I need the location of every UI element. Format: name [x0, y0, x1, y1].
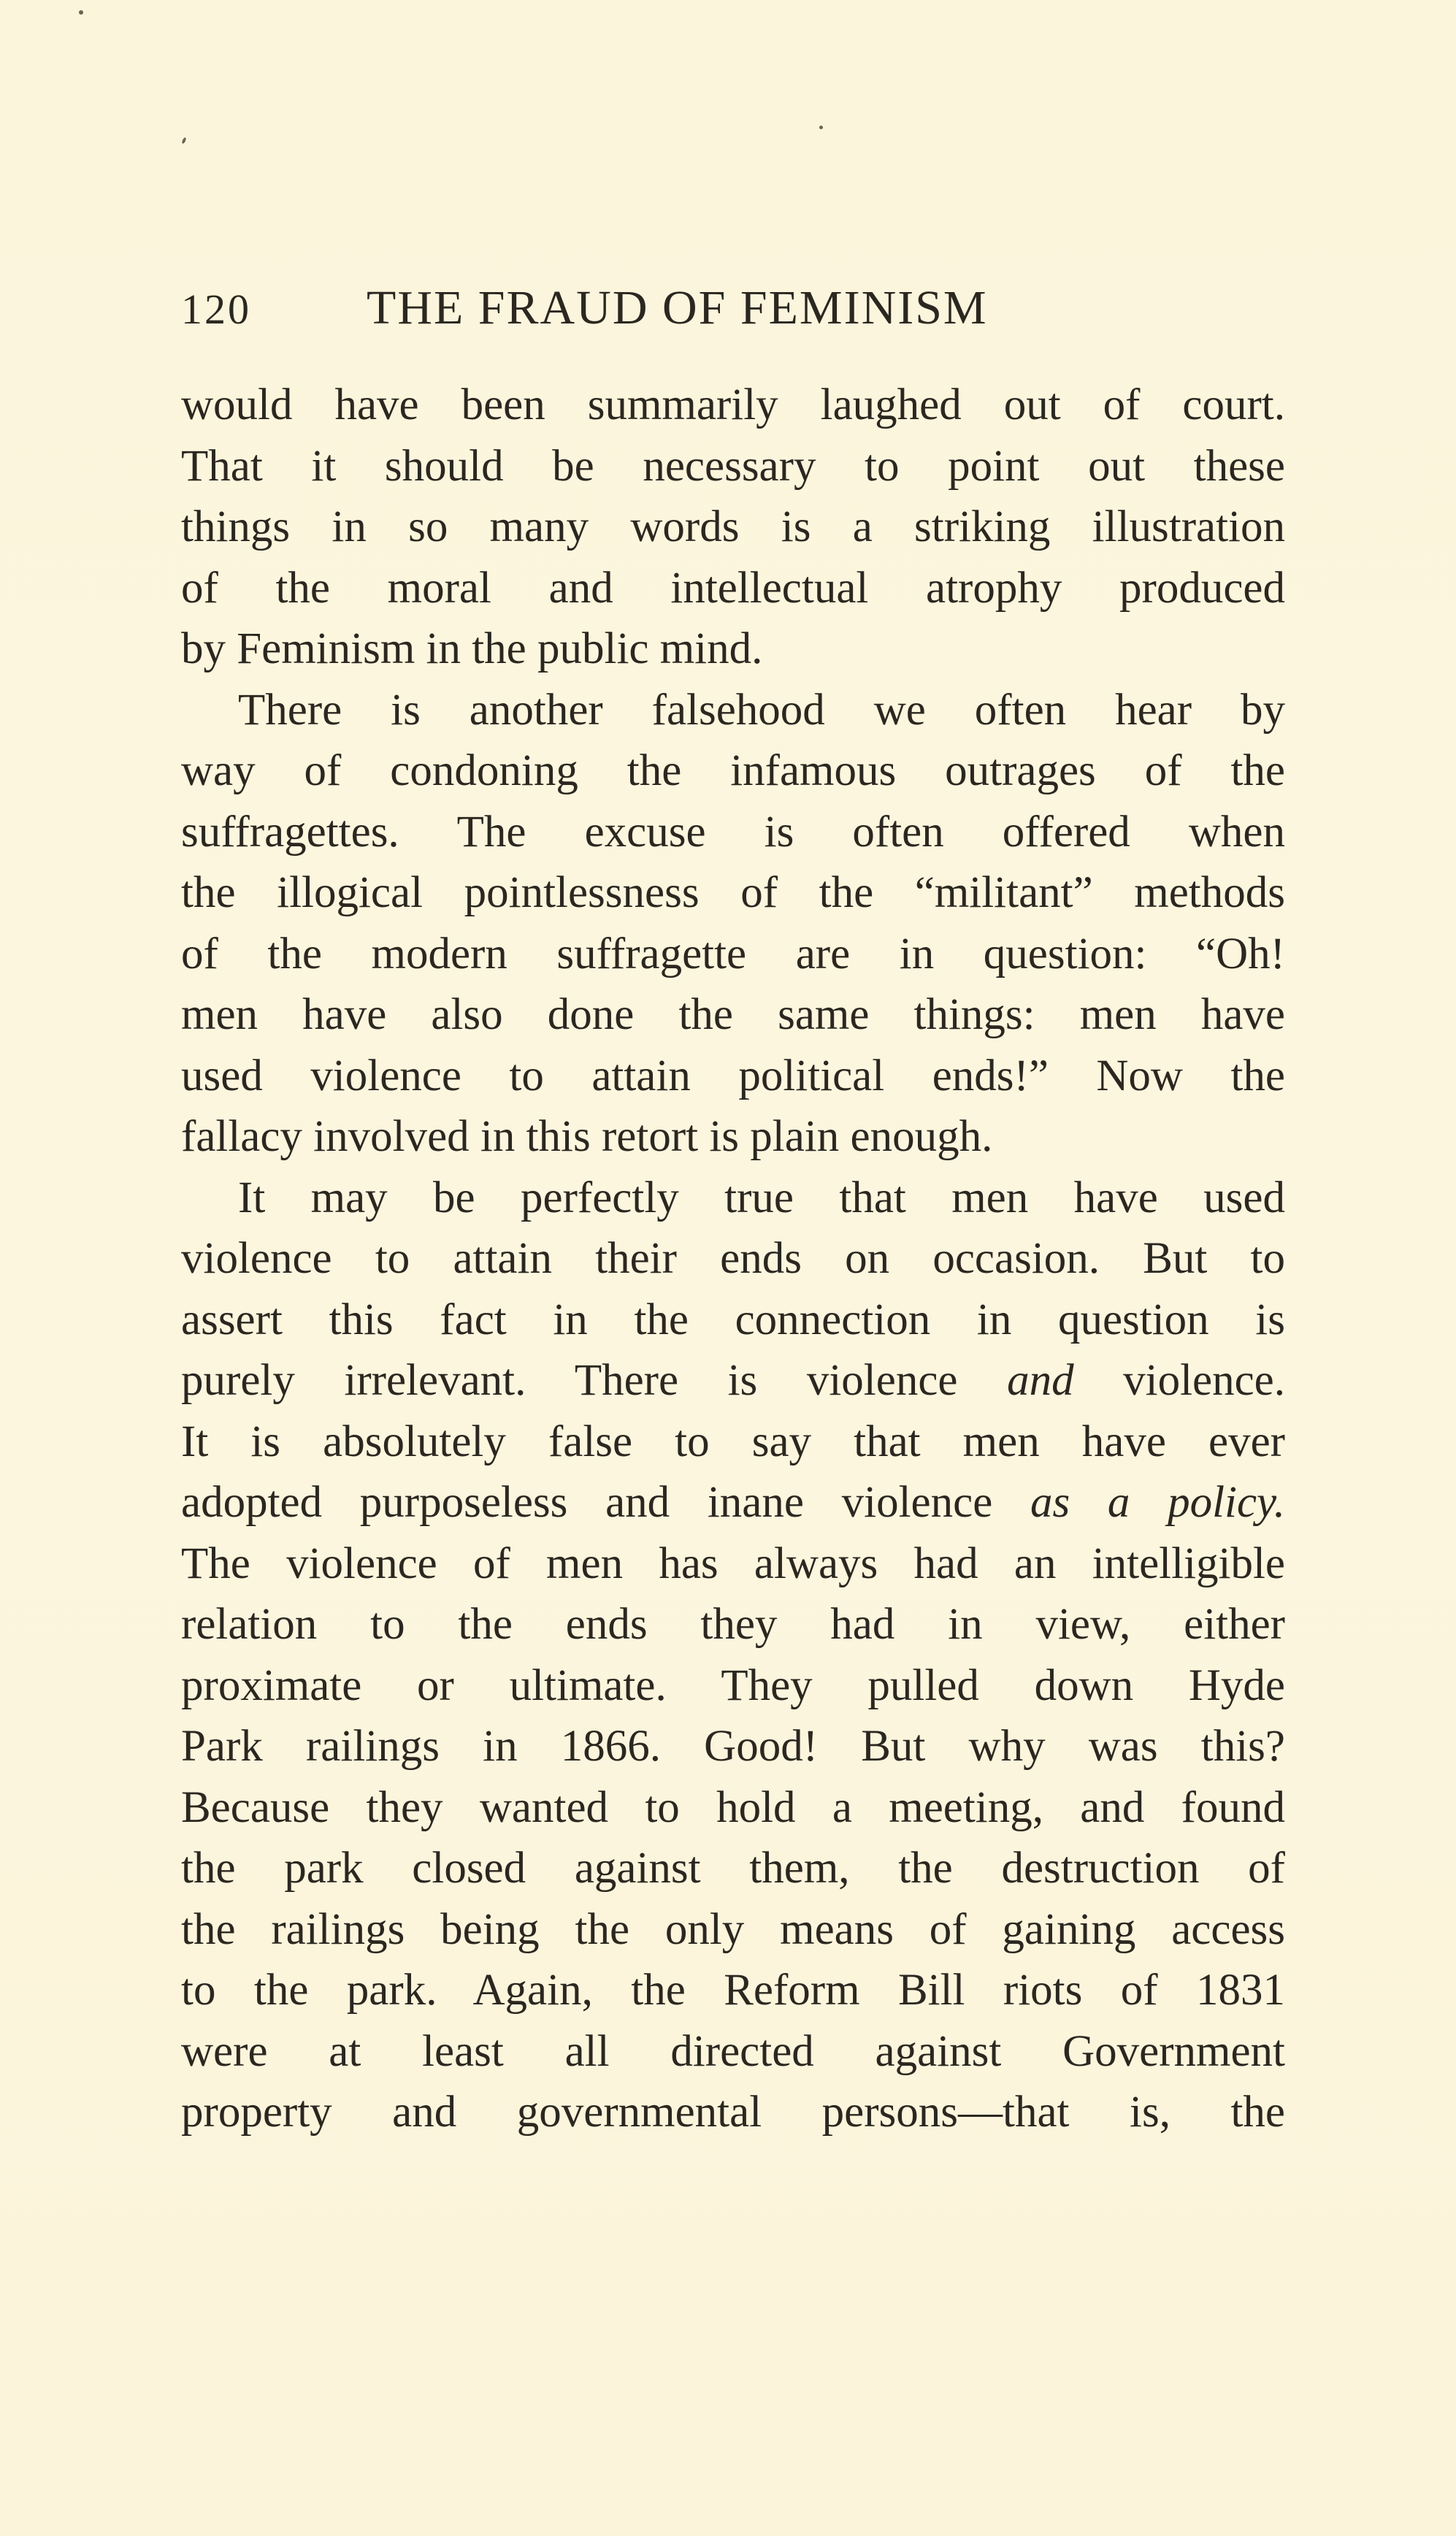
text-line: Park railings in 1866. Good! But why was this?: [181, 1722, 1285, 1771]
text-line: to the park. Again, the Reform Bill riots of 1831: [181, 1966, 1285, 2015]
paper-speck: [819, 126, 823, 129]
text-line: were at least all directed against Government: [181, 2026, 1285, 2076]
text-line: the illogical pointlessness of the “militant” methods: [181, 868, 1285, 917]
text-line: things in so many words is a striking illustration: [181, 502, 1285, 551]
text-line: [181, 1350, 1285, 1411]
paper-speck: [79, 10, 83, 15]
running-title: THE FRAUD OF FEMINISM: [367, 281, 988, 334]
paper-speck: [181, 137, 186, 145]
text-line: relation to the ends they had in view, either: [181, 1600, 1285, 1649]
text-line: It is absolutely false to say that men have ever: [181, 1417, 1285, 1466]
italic-text: as a policy.: [1030, 1478, 1285, 1527]
text-line: the park closed against them, the destruction of: [181, 1844, 1285, 1893]
text-line: fallacy involved in this retort is plain enough.: [181, 1112, 993, 1161]
page-number: 120: [181, 286, 251, 333]
text-line: property and governmental persons—that is, the: [181, 2088, 1285, 2137]
text-line: the railings being the only means of gaining access: [181, 1904, 1285, 1954]
text-line: suffragettes. The excuse is often offered when: [181, 807, 1285, 857]
text-line: That it should be necessary to point out these: [181, 441, 1285, 491]
text-line: way of condoning the infamous outrages of the: [181, 746, 1285, 795]
page-header: [181, 280, 1291, 346]
italic-text: and: [1007, 1356, 1074, 1405]
text-line: violence to attain their ends on occasion. But to: [181, 1234, 1285, 1283]
text-line: by Feminism in the public mind.: [181, 624, 763, 673]
text-line: It may be perfectly true that men have used: [238, 1173, 1285, 1222]
text-line: men have also done the same things: men have: [181, 990, 1285, 1039]
text-run: violence.: [1123, 1356, 1286, 1405]
text-line: would have been summarily laughed out of court.: [181, 380, 1285, 429]
text-line: Because they wanted to hold a meeting, and found: [181, 1782, 1285, 1832]
text-line: of the moral and intellectual atrophy produced: [181, 563, 1285, 613]
text-line: used violence to attain political ends!” Now the: [181, 1051, 1285, 1100]
text-line: [181, 1472, 1285, 1533]
text-line: There is another falsehood we often hear by: [238, 685, 1285, 735]
text-line: of the modern suffragette are in question: “Oh!: [181, 929, 1285, 978]
body-text: [181, 375, 1285, 2143]
text-run: purely irrelevant. There is violence: [181, 1356, 958, 1405]
text-line: assert this fact in the connection in question is: [181, 1295, 1285, 1344]
text-run: adopted purposeless and inane violence: [181, 1478, 993, 1527]
text-line: The violence of men has always had an intelligible: [181, 1539, 1285, 1588]
text-line: proximate or ultimate. They pulled down Hyde: [181, 1660, 1285, 1710]
